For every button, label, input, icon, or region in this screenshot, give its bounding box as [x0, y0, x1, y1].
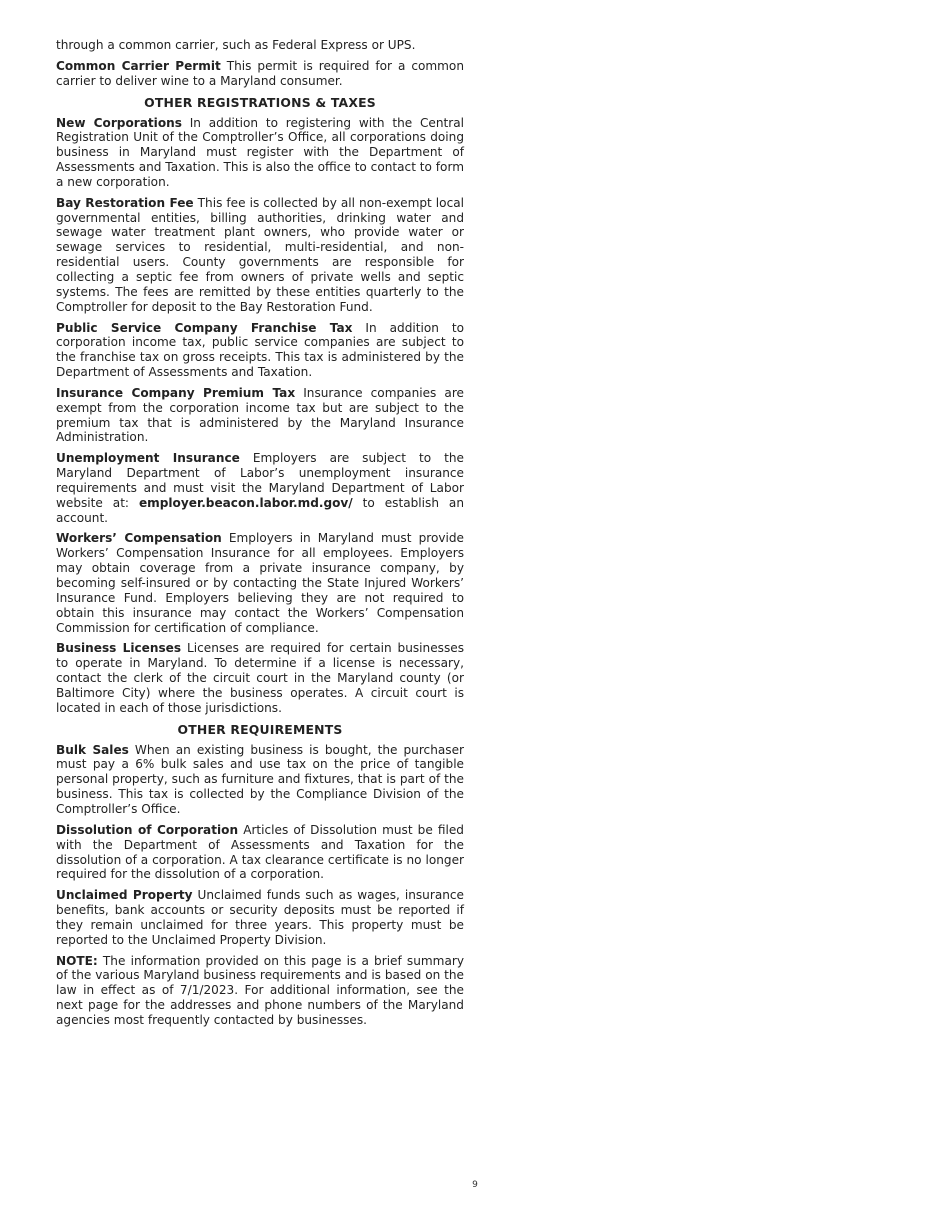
unclaimed-property-text: Unclaimed funds such as wages, insurance benefits, bank accounts or security deposits must be reported if they remain unclaimed for three years. This property must be reported to the Unclaimed Property Division.	[56, 888, 464, 947]
bay-restoration-term: Bay Restoration Fee	[56, 195, 194, 210]
common-carrier-text: This permit is required for a common carrier to deliver wine to a Maryland consumer.	[56, 58, 464, 88]
unclaimed-property-term: Unclaimed Property	[56, 888, 193, 903]
business-licenses-paragraph	[56, 641, 464, 715]
new-corporations-text: In addition to registering with the Central Registration Unit of the Comptroller’s Office, all corporations doing business in Maryland must register with the Department of Assessments and Taxation. This is also the office to contact to form a new corporation.	[56, 115, 464, 189]
bay-restoration-text: This fee is collected by all non-exempt local governmental entities, billing authorities, drinking water and sewage water treatment plant owners, who provide water or sewage services to residential, multi-residential, and non-residential users. County governments are responsible for collecting a septic fee from owners of private wells and septic systems. The fees are remitted by these entities quarterly to the Comptroller for deposit to the Bay Restoration Fund.	[56, 195, 464, 314]
unemployment-text-end: to establish an account.	[56, 495, 464, 525]
page-number: 9	[472, 1180, 478, 1190]
workers-comp-term: Workers’ Compensation	[56, 531, 222, 546]
document-column	[56, 38, 464, 1034]
premium-tax-term: Insurance Company Premium Tax	[56, 385, 296, 400]
workers-comp-text: Employers in Maryland must provide Workers’ Compensation Insurance for all employees. Employers may obtain coverage from a private insurance company, by becoming self-insured or by contacting the State Injured Workers’ Insurance Fund. Employers believing they are not required to obtain this insurance may contact the Workers’ Compensation Commission for certification of compliance.	[56, 531, 464, 635]
dissolution-term: Dissolution of Corporation	[56, 822, 239, 837]
note-term: NOTE:	[56, 953, 98, 968]
other-registrations-heading: OTHER REGISTRATIONS & TAXES	[144, 94, 376, 110]
bulk-sales-paragraph	[56, 743, 464, 817]
note-paragraph	[56, 954, 464, 1028]
intro-fragment: through a common carrier, such as Federal Express or UPS.	[56, 38, 416, 52]
business-licenses-term: Business Licenses	[56, 641, 182, 656]
new-corporations-paragraph	[56, 116, 464, 190]
common-carrier-paragraph	[56, 59, 464, 89]
franchise-tax-text: In addition to corporation income tax, public service companies are subject to the franchise tax on gross receipts. This tax is administered by the Department of Assessments and Taxation.	[56, 320, 464, 380]
labor-website-link[interactable]: employer.beacon.labor.md.gov/	[138, 495, 353, 510]
new-corporations-term: New Corporations	[56, 115, 182, 130]
franchise-tax-term: Public Service Company Franchise Tax	[56, 320, 353, 335]
bulk-sales-text: When an existing business is bought, the purchaser must pay a 6% bulk sales and use tax on the price of tangible personal property, such as furniture and fixtures, that is part of the business. This tax is collected by the Compliance Division of the Comptroller’s Office.	[56, 742, 464, 816]
unemployment-term: Unemployment Insurance	[56, 451, 240, 466]
premium-tax-text: Insurance companies are exempt from the corporation income tax but are subject to the premium tax that is administered by the Maryland Insurance Administration.	[56, 385, 464, 445]
unclaimed-property-paragraph	[56, 888, 464, 947]
note-text: The information provided on this page is a brief summary of the various Maryland business requirements and is based on the law in effect as of 7/1/2023. For additional information, see the next page for the addresses and phone numbers of the Maryland agencies most frequently contacted by businesses.	[56, 953, 464, 1027]
other-requirements-heading: OTHER REQUIREMENTS	[177, 721, 343, 737]
dissolution-paragraph	[56, 823, 464, 882]
bay-restoration-paragraph	[56, 196, 464, 315]
dissolution-text: Articles of Dissolution must be filed with the Department of Assessments and Taxation for the dissolution of a corporation. A tax clearance certificate is no longer required for the dissolution of a corporation.	[56, 822, 464, 882]
premium-tax-paragraph	[56, 386, 464, 445]
workers-comp-paragraph	[56, 531, 464, 635]
business-licenses-text: Licenses are required for certain businesses to operate in Maryland. To determine if a license is necessary, contact the clerk of the circuit court in the Maryland county (or Baltimore City) where the business operates. A circuit court is located in each of those jurisdictions.	[56, 641, 464, 715]
franchise-tax-paragraph	[56, 321, 464, 380]
common-carrier-term: Common Carrier Permit	[56, 58, 221, 73]
unemployment-text: Employers are subject to the Maryland Department of Labor’s unemployment insurance requirements and must visit the Maryland Department of Labor website at:	[56, 451, 464, 510]
bulk-sales-term: Bulk Sales	[56, 742, 129, 757]
unemployment-paragraph	[56, 451, 464, 525]
